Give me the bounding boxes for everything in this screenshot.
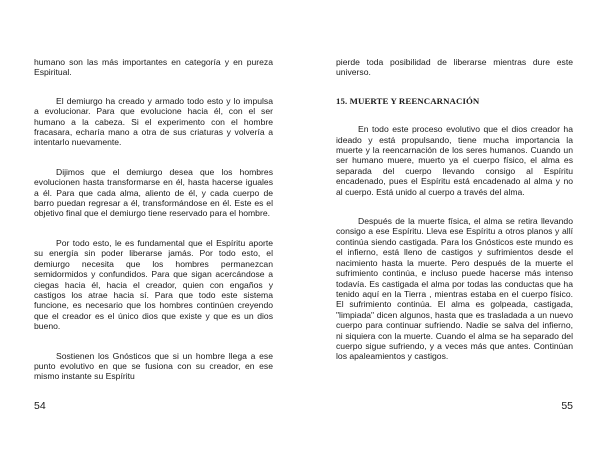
body-paragraph: Por todo esto, le es fundamental que el Espíritu aporte su energía sin poder liberarse jamás. Por todo esto, el demiurgo necesita que los hombres permanezcan semidormidos y confundidos. Para que sigan acercándose a ciegas hacia él, hacia el creador, quien con engaños y castigos los atrae hacia sí. Para que todo este sistema funcione, es necesario que los hombres continúen creyendo que el creador es el único dios que existe y que es un dios bueno. (34, 237, 273, 332)
body-paragraph: humano son las más importantes en categoría y en pureza Espiritual. (34, 57, 273, 78)
right-page (300, 0, 600, 458)
body-paragraph: Después de la muerte física, el alma se retira llevando consigo a ese Espíritu. Lleva ese Espíritu a otros planos y allí continúa siendo castigada. Para los Gnósticos este mundo es el infierno, está lleno de castigos y sufrimientos desde el nacimiento hasta la muerte. Pero después de la muerte el sufrimiento continúa, e incluso puede hacerse más intenso todavía. Es castigada el alma por todas las conductas que ha tenido aquí en la Tierra , mientras estaba en el cuerpo físico. El sufrimiento continúa. El alma es golpeada, castigada, "limpiada" dicen algunos, hasta que es trasladada a un nuevo cuerpo para continuar sufriendo. Nadie se salva del infierno, ni siquiera con la muerte. Cuando el alma se ha separado del cuerpo sigue sufriendo, y a veces más que antes. Continúan los apaleamientos y castigos. (336, 216, 573, 362)
left-text-column (34, 57, 273, 401)
body-paragraph: En todo este proceso evolutivo que el dios creador ha ideado y está propulsando, tiene mucha importancia la muerte y la reencarnación de los seres humanos. Cuando un ser humano muere, muerto ya el cuerpo físico, el alma es separada del cuerpo llevando consigo al Espíritu encadenado, pues el Espíritu está encadenado al alma y no al cuerpo. Está unido al cuerpo a través del alma. (336, 124, 573, 197)
body-paragraph: Dijimos que el demiurgo desea que los hombres evolucionen hasta transformarse en él, hasta hacerse iguales a él. Para que cada alma, aliento de él, y cada cuerpo de barro puedan regresar a él, transformándose en él. Este es el objetivo final que el demiurgo tiene reservado para el hombre. (34, 166, 273, 219)
right-text-column (336, 57, 573, 381)
section-heading: 15. MUERTE Y REENCARNACIÓN (336, 95, 480, 106)
page-number: 55 (561, 400, 573, 412)
page-number: 54 (34, 400, 46, 412)
body-paragraph: pierde toda posibilidad de liberarse mientras dure este universo. (336, 57, 573, 78)
body-paragraph: Sostienen los Gnósticos que si un hombre llega a ese punto evolutivo en que se fusiona con su creador, en ese mismo instante su Espíritu (34, 350, 273, 382)
body-paragraph: El demiurgo ha creado y armado todo esto y lo impulsa a evolucionar. Para que evolucione hacia él, con el ser humano a la cabeza. Si el experimento con el hombre fracasara, echaría mano a otra de sus criaturas y volvería a intentarlo nuevamente. (34, 95, 273, 148)
